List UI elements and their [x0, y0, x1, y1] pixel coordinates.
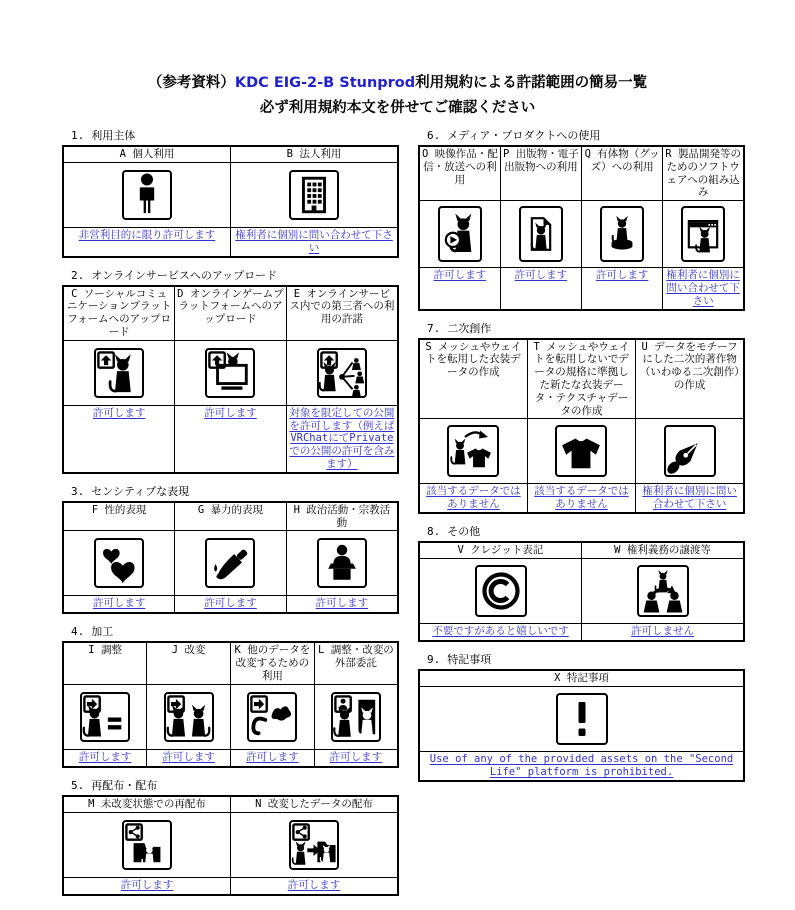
icon-cell — [582, 558, 745, 623]
result-text: 許可します — [204, 406, 257, 419]
section-title: 利用主体 — [91, 129, 136, 142]
modify-icon — [164, 692, 214, 742]
result-cell — [419, 751, 744, 780]
result-text: 許可します — [433, 269, 487, 282]
publication-icon — [519, 206, 563, 262]
result-cell — [231, 749, 315, 767]
section-number: 1. — [71, 129, 85, 142]
cell-label: B 法人利用 — [231, 146, 399, 163]
adjust-icon — [80, 692, 130, 742]
icon-cell — [419, 558, 582, 623]
result-text: 許可します — [78, 750, 132, 763]
result-cell — [63, 596, 175, 614]
document-title — [0, 71, 795, 120]
outsource-icon — [331, 692, 381, 742]
result-cell — [663, 268, 744, 310]
section-heading — [71, 129, 399, 142]
result-text: 不要ですがあると嬉しいです — [432, 624, 569, 637]
result-cell — [500, 268, 581, 310]
cell-label: R 製品開発等のためのソフトウェアへの組み込み — [663, 146, 744, 201]
section-number: 3. — [71, 484, 85, 498]
icon-cell — [582, 201, 663, 268]
section-s2 — [62, 269, 399, 474]
goods-icon — [600, 206, 644, 262]
section-title: センシティブな表現 — [91, 484, 190, 498]
result-text: 許可します — [92, 597, 146, 610]
icon-cell — [231, 684, 315, 749]
software-icon — [681, 206, 725, 262]
result-cell — [286, 405, 398, 472]
section-title: 二次創作 — [447, 321, 492, 335]
icon-cell — [63, 531, 175, 596]
section-number: 4. — [71, 625, 85, 639]
section-heading — [427, 322, 745, 335]
title-prefix: （参考資料） — [147, 75, 235, 91]
distribute-modified-icon — [289, 820, 339, 870]
new-clothes-icon — [555, 425, 607, 477]
cell-label: O 映像作品・配信・放送への利用 — [419, 146, 500, 201]
section-heading — [71, 485, 399, 498]
result-text: 権利者に個別に問い合わせて下さい — [642, 485, 737, 511]
section-heading — [427, 129, 745, 142]
title-suffix: 利用規約による許諾範囲の簡易一覧 — [415, 75, 648, 91]
result-cell — [419, 268, 500, 310]
cell-label: T メッシュやウェイトを転用しないでデータの規格に準拠した新たな衣装データ・テクスチャデータの作成 — [527, 339, 635, 419]
section-heading — [427, 653, 745, 666]
cell-label: J 改変 — [147, 642, 231, 684]
result-text: 許可します — [120, 878, 174, 891]
title-product-name: KDC EIG-2-B Stunprod — [234, 75, 416, 91]
cell-label: A 個人利用 — [63, 146, 231, 163]
permission-table-s2 — [62, 285, 399, 474]
result-cell — [63, 877, 231, 895]
upload-game-icon — [205, 348, 255, 398]
result-cell — [582, 268, 663, 310]
cell-label: W 権利義務の譲渡等 — [582, 542, 745, 559]
icon-cell — [636, 419, 744, 484]
result-cell — [582, 623, 745, 641]
result-text: 許可します — [329, 750, 383, 763]
cell-label: V クレジット表記 — [419, 542, 582, 559]
upload-social-icon — [94, 348, 144, 398]
result-text: 対象を限定しての公開を許可します（例えばVRChatにてPrivateでの公開の許可を含みます） — [289, 406, 395, 470]
result-text: 許可します — [287, 878, 341, 891]
result-cell — [231, 228, 399, 257]
cell-label: C ソーシャルコミュニケーションプラットフォームへのアップロード — [63, 286, 175, 341]
cell-label: M 未改変状態での再配布 — [63, 796, 231, 813]
icon-cell — [175, 340, 287, 405]
section-title: 加工 — [91, 625, 114, 639]
title-line-2: 必ず利用規約本文を併せてご確認ください — [259, 99, 536, 116]
hearts-icon — [94, 538, 144, 588]
section-title: オンラインサービスへのアップロード — [91, 268, 278, 282]
icon-cell — [500, 201, 581, 268]
result-text: 許可します — [246, 750, 299, 763]
exclamation-icon — [556, 693, 608, 745]
permission-table-s4 — [62, 641, 399, 767]
section-number: 8. — [427, 524, 441, 538]
result-cell — [527, 484, 635, 513]
permission-table-s3 — [62, 501, 399, 615]
icon-cell — [527, 419, 635, 484]
section-title: 特記事項 — [447, 652, 492, 666]
result-text: 該当するデータではありません — [426, 485, 521, 511]
icon-cell — [63, 163, 231, 228]
icon-cell — [314, 684, 398, 749]
result-text: 許可します — [92, 406, 146, 419]
cell-label: Q 有体物（グッズ）への利用 — [582, 146, 663, 201]
podium-icon — [317, 538, 367, 588]
section-s6 — [418, 129, 745, 311]
section-s9 — [418, 653, 745, 782]
cell-label: L 調整・改変の外部委託 — [314, 642, 398, 684]
permission-table-s5 — [62, 795, 399, 896]
building-icon — [289, 170, 339, 220]
section-number: 2. — [71, 268, 85, 282]
knife-icon — [205, 538, 255, 588]
permission-table-s1 — [62, 145, 399, 258]
result-cell — [63, 228, 231, 257]
icon-cell — [663, 201, 744, 268]
result-text: 権利者に個別に問い合わせて下さい — [666, 269, 740, 307]
video-icon — [438, 206, 482, 262]
result-text: 非営利目的に限り許可します — [78, 229, 216, 241]
cell-label: P 出版物・電子出版物への利用 — [500, 146, 581, 201]
permission-table-s6 — [418, 145, 745, 311]
result-text: 許可しません — [631, 624, 694, 637]
section-title: メディア・プロダクトへの使用 — [447, 129, 601, 142]
section-s4 — [62, 625, 399, 767]
icon-cell — [419, 201, 500, 268]
cell-label: E オンラインサービス内での第三者への利用の許諾 — [286, 286, 398, 341]
section-number: 9. — [427, 652, 441, 666]
result-text: 許可します — [204, 597, 257, 610]
result-text: 許可します — [162, 750, 215, 763]
result-cell — [314, 749, 398, 767]
permission-table-s8 — [418, 541, 745, 642]
redistribute-icon — [122, 820, 172, 870]
right-column — [418, 129, 745, 793]
section-title: その他 — [447, 524, 481, 538]
permission-table-s9 — [418, 669, 745, 782]
result-cell — [636, 484, 744, 513]
section-s7 — [418, 322, 745, 514]
mesh-reuse-icon — [447, 425, 499, 477]
result-text: 許可します — [595, 269, 649, 282]
upload-share-icon — [317, 348, 367, 398]
result-cell — [419, 484, 527, 513]
section-number: 6. — [427, 129, 441, 142]
icon-cell — [286, 531, 398, 596]
person-icon — [122, 170, 172, 220]
result-cell — [147, 749, 231, 767]
cell-label: U データをモチーフにした二次的著作物（いわゆる二次創作）の作成 — [636, 339, 744, 419]
result-cell — [231, 877, 399, 895]
result-text: 許可します — [514, 269, 568, 282]
cell-label: F 性的表現 — [63, 502, 175, 531]
result-text: 該当するデータではありません — [534, 485, 629, 511]
section-s8 — [418, 525, 745, 642]
section-number: 7. — [427, 321, 441, 335]
cell-label: I 調整 — [63, 642, 147, 684]
cell-label: K 他のデータを改変するための利用 — [231, 642, 315, 684]
section-s3 — [62, 485, 399, 615]
result-cell — [286, 596, 398, 614]
result-cell — [419, 623, 582, 641]
icon-cell — [63, 684, 147, 749]
section-number: 5. — [71, 778, 85, 792]
section-title: 再配布・配布 — [91, 778, 158, 792]
icon-cell — [231, 163, 399, 228]
section-heading — [71, 269, 399, 282]
cell-label: N 改変したデータの配布 — [231, 796, 399, 813]
icon-cell — [63, 340, 175, 405]
permission-table-s7 — [418, 338, 745, 514]
icon-cell — [419, 686, 744, 751]
cell-label: X 特記事項 — [419, 670, 744, 687]
cell-label: H 政治活動・宗教活動 — [286, 502, 398, 531]
cell-label: D オンラインゲームプラットフォームへのアップロード — [175, 286, 287, 341]
copyright-icon — [475, 565, 527, 617]
modify-other-icon — [247, 692, 297, 742]
section-heading — [427, 525, 745, 538]
cell-label: G 暴力的表現 — [175, 502, 287, 531]
icon-cell — [175, 531, 287, 596]
result-text: 権利者に個別に問い合わせて下さい — [235, 229, 393, 254]
icon-cell — [147, 684, 231, 749]
section-heading — [71, 625, 399, 638]
section-heading — [71, 779, 399, 792]
result-text: Use of any of the provided assets on the "Second Life" platform is prohibited. — [429, 752, 734, 778]
left-column — [62, 129, 399, 907]
pen-nib-icon — [664, 425, 716, 477]
result-cell — [175, 405, 287, 472]
icon-cell — [286, 340, 398, 405]
cell-label: S メッシュやウェイトを転用した衣装データの作成 — [419, 339, 527, 419]
result-cell — [63, 405, 175, 472]
result-cell — [175, 596, 287, 614]
section-s1 — [62, 129, 399, 258]
title-line-1 — [0, 71, 795, 96]
icon-cell — [63, 812, 231, 877]
icon-cell — [419, 419, 527, 484]
result-text: 許可します — [315, 597, 369, 610]
rights-transfer-icon — [637, 565, 689, 617]
section-s5 — [62, 779, 399, 896]
result-cell — [63, 749, 147, 767]
icon-cell — [231, 812, 399, 877]
